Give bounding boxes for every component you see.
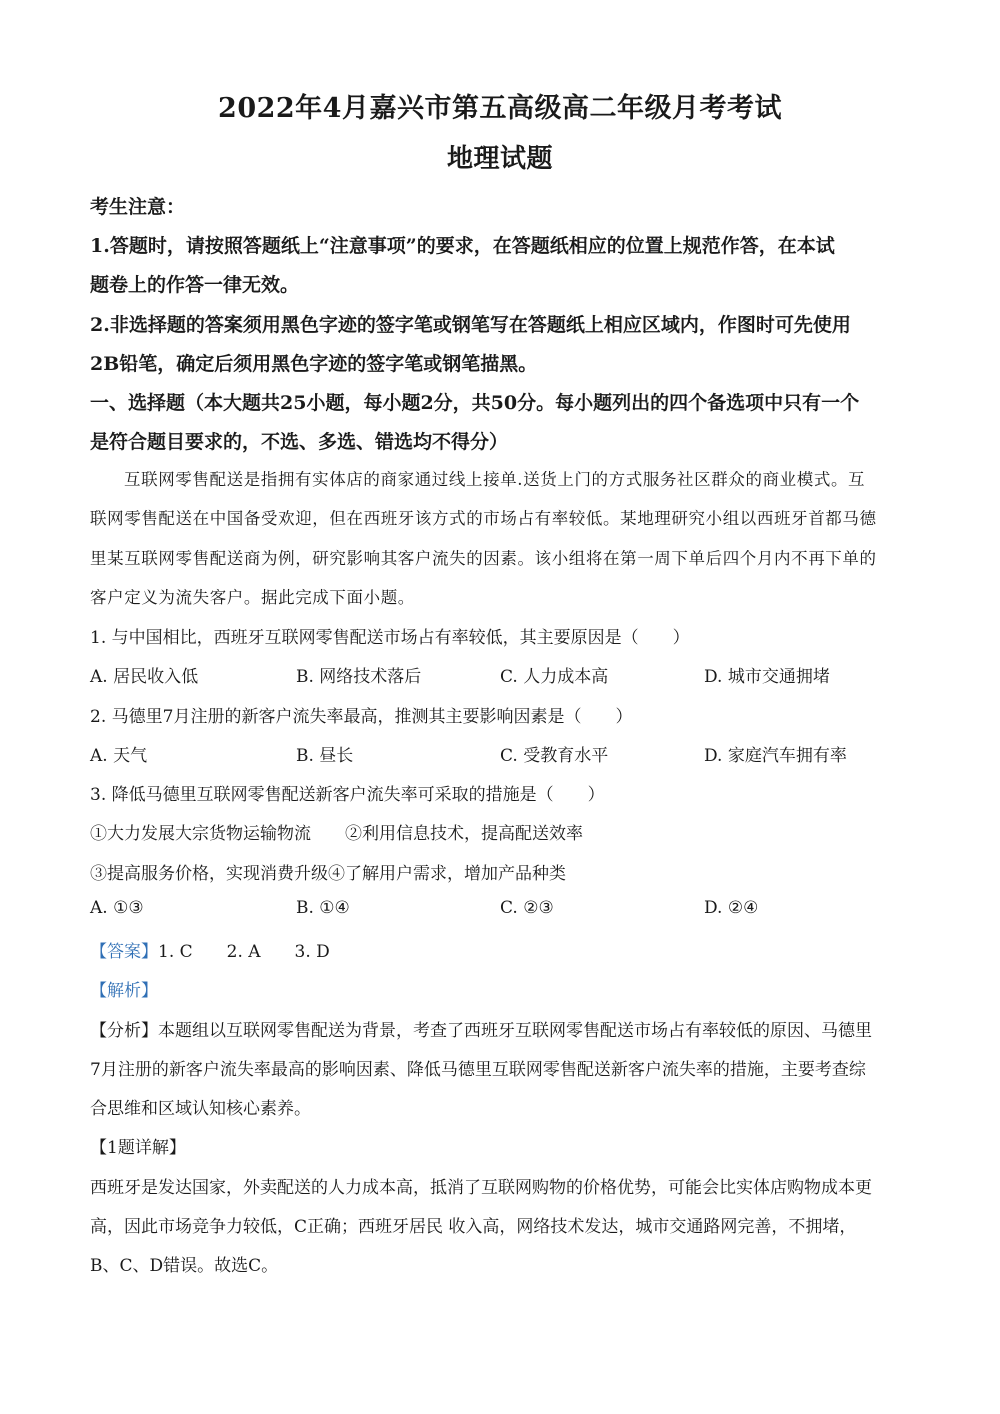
exam-subtitle: 地理试题	[446, 144, 553, 174]
fenxi-label: 【分析】	[90, 1021, 158, 1041]
notice-heading: 考生注意：	[90, 196, 186, 218]
passage-line-3: 里某互联网零售配送商为例，研究影响其客户流失的因素。该小组将在第一周下单后四个月内不再下单的	[90, 549, 877, 568]
section-heading-line-2: 是符合题目要求的，不选、多选、错选均不得分）	[90, 431, 509, 453]
detail-line-2: 高，因此市场竞争力较低，C正确；西班牙居民 收入高，网络技术发达，城市交通路网完善，不拥堵，	[90, 1217, 857, 1237]
detail-label: 【1题详解】	[90, 1138, 186, 1158]
question-1-stem: 1. 与中国相比，西班牙互联网零售配送市场占有率较低，其主要原因是（ ）	[90, 628, 690, 648]
passage-line-4: 客户定义为流失客户。据此完成下面小题。	[90, 588, 415, 607]
question-1-option-b: B. 网络技术落后	[296, 667, 422, 687]
analysis-label: 【解析】	[90, 981, 158, 1001]
fenxi-line-1	[90, 1016, 920, 1041]
question-1-option-c: C. 人力成本高	[500, 667, 609, 687]
detail-line-3: B、C、D错误。故选C。	[90, 1256, 279, 1276]
answer-label: 【答案】	[90, 942, 158, 962]
section-heading-line-1: 一、选择题（本大题共25小题，每小题2分，共50分。每小题列出的四个备选项中只有一个	[90, 392, 860, 414]
question-3-measures-line-1: ①大力发展大宗货物运输物流 ②利用信息技术，提高配送效率	[90, 824, 583, 844]
question-3-option-a: A. ①③	[90, 898, 144, 918]
fenxi-line-2: 7月注册的新客户流失率最高的影响因素、降低马德里互联网零售配送新客户流失率的措施，主要考查综	[90, 1060, 866, 1080]
question-2-option-d: D. 家庭汽车拥有率	[704, 746, 847, 766]
exam-title: 2022年4月嘉兴市第五高级高二年级月考考试	[218, 93, 782, 124]
question-3-option-c: C. ②③	[500, 898, 554, 918]
question-1-option-a: A. 居民收入低	[90, 667, 199, 687]
question-1-option-d: D. 城市交通拥堵	[704, 667, 830, 687]
question-3-option-b: B. ①④	[296, 898, 350, 918]
question-3-stem: 3. 降低马德里互联网零售配送新客户流失率可采取的措施是（ ）	[90, 785, 605, 805]
notice-item-2-line-1: 2.非选择题的答案须用黑色字迹的签字笔或钢笔写在答题纸上相应区域内，作图时可先使用	[90, 314, 851, 336]
fenxi-text-1: 本题组以互联网零售配送为背景，考查了西班牙互联网零售配送市场占有率较低的原因、马德里	[158, 1021, 872, 1041]
passage-line-1: 互联网零售配送是指拥有实体店的商家通过线上接单.送货上门的方式服务社区群众的商业模式。互	[124, 470, 866, 489]
question-2-option-a: A. 天气	[90, 746, 148, 766]
answer-text: 1. C 2. A 3. D	[158, 942, 330, 962]
question-3-option-d: D. ②④	[704, 898, 759, 918]
notice-item-1-line-1: 1.答题时，请按照答题纸上“注意事项”的要求，在答题纸相应的位置上规范作答，在本试	[90, 235, 835, 257]
answer-row	[90, 937, 920, 962]
detail-line-1: 西班牙是发达国家，外卖配送的人力成本高，抵消了互联网购物的价格优势，可能会比实体店购物成本更	[90, 1178, 872, 1198]
question-2-stem: 2. 马德里7月注册的新客户流失率最高，推测其主要影响因素是（ ）	[90, 707, 633, 727]
passage-line-2: 联网零售配送在中国备受欢迎，但在西班牙该方式的市场占有率较低。某地理研究小组以西班牙首都马德	[90, 509, 877, 528]
notice-item-1-line-2: 题卷上的作答一律无效。	[90, 274, 300, 296]
fenxi-line-3: 合思维和区域认知核心素养。	[90, 1099, 311, 1119]
notice-item-2-line-2: 2B铅笔，确定后须用黑色字迹的签字笔或钢笔描黑。	[90, 353, 538, 375]
question-2-option-c: C. 受教育水平	[500, 746, 609, 766]
question-2-option-b: B. 昼长	[296, 746, 354, 766]
question-3-measures-line-2: ③提高服务价格，实现消费升级④了解用户需求，增加产品种类	[90, 864, 566, 884]
